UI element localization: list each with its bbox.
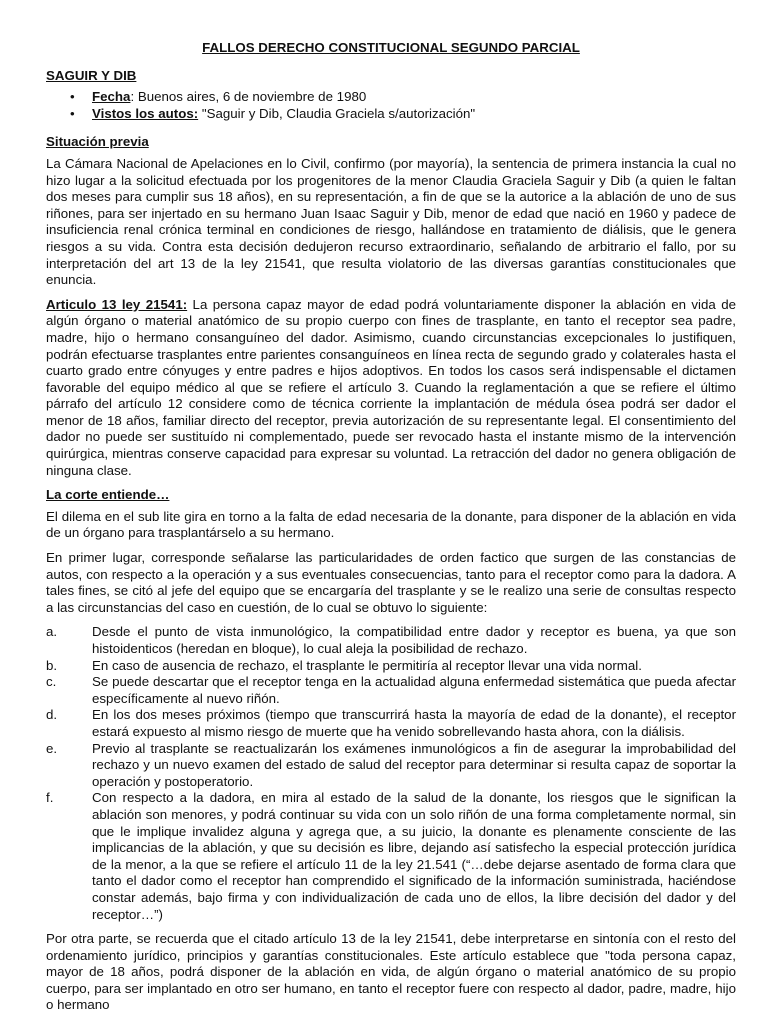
corte-paragraph-2: En primer lugar, corresponde señalarse las particularidades de orden factico que surgen de las constancias de autos, con respecto a la operación y a sus eventuales consecuencias, tanto para el receptor como para la dadora. A tales fines, se citó al jefe del equipo que se encargaría del trasplante y se le realizo una serie de consultas respecto a las circunstancias del caso en cuestión, de lo cual se obtuvo lo siguiente:: [46, 550, 736, 615]
list-item-text: Desde el punto de vista inmunológico, la compatibilidad entre dador y receptor es buena, ya que son histoidenticos (heredan en bloque), lo cual aleja la posibilidad de rechazo.: [92, 624, 736, 656]
list-item: [46, 674, 736, 707]
info-item-vistos: [70, 106, 736, 123]
list-item: [46, 741, 736, 791]
info-sep: :: [130, 89, 135, 105]
list-item-key: c.: [46, 674, 57, 690]
info-item-fecha: [70, 89, 736, 106]
list-item-key: f.: [46, 790, 54, 806]
case-title: SAGUIR Y DIB: [46, 67, 137, 83]
articulo-text: La persona capaz mayor de edad podrá voluntariamente disponer la ablación en vida de algún órgano o material anatómico de su propio cuerpo con fines de trasplante, en tanto el receptor sea padre, madre, hijo o hermano consanguíneo del dador. Asimismo, cuando circunstancias excepcionales lo justifiquen, podrán efectuarse trasplantes entre parientes consanguíneos en línea recta de segundo grado y colaterales hasta el cuarto grado entre cónyuges y entre padres e hijos adoptivos. En todos los casos será indispensable el dictamen favorable del equipo médico al que se refiere el artículo 3. Cuando la reglamentación a que se refiere el último párrafo del artículo 12 considere como de técnica corriente la implantación de médula ósea podrá ser dador el menor de 18 años, familiar directo del receptor, previa autorización de su representante legal. El consentimiento del dador no puede ser sustituído ni complementado, puede ser revocado hasta el instante mismo de la intervención quirúrgica, mientras conserve capacidad para expresar su voluntad. La retracción del dador no genera obligación de ninguna clase.: [46, 296, 736, 478]
list-item: [46, 790, 736, 923]
document-title: FALLOS DERECHO CONSTITUCIONAL SEGUNDO PARCIAL: [202, 40, 580, 55]
list-item-key: e.: [46, 740, 58, 756]
situacion-paragraph: La Cámara Nacional de Apelaciones en lo Civil, confirmo (por mayoría), la sentencia de primera instancia la cual no hizo lugar a la solicitud efectuada por los progenitores de la menor Claudia Graciela Saguir y Dib (a quien le faltan dos meses para cumplir sus 18 años), en su representación, a fin de que se la autorice a la ablación de uno de sus riñones, para ser injertado en su hermano Juan Isaac Saguir y Dib, menor de edad que nació en 1960 y padece de insuficiencia renal crónica terminal en condiciones de riesgo, hallándose en tratamiento de diálisis, que le genera riesgos a su vida. Contra esta decisión dedujeron recurso extraordinario, señalando de arbitrario el fallo, por su interpretación del art 13 de la ley 21541, que resulta violatorio de las diversas garantías constitucionales que enuncia.: [46, 155, 736, 288]
info-label: Vistos los autos:: [92, 105, 199, 121]
list-item-text: Con respecto a la dadora, en mira al estado de la salud de la donante, los riesgos que le significan la ablación son menores, y podrá continuar su vida con un solo riñón de una forma completamente normal, sin que le implique invalidez alguna y agrega que, a su juicio, la donante es plenamente consciente de las implicancias de la ablación, y que su decisión es libre, dejando así satisfecho la especial protección jurídica de la menor, a la que se refiere el artículo 11 de la ley 21.541 (“…debe dejarse asentado de forma clara que tanto el dador como el receptor han comprendido el significado de la información suministrada, haciéndose constar además, bajo firma y con individualización de cada uno de ellos, la libre decisión del dador y del receptor…”): [92, 790, 736, 922]
info-value: "Saguir y Dib, Claudia Graciela s/autorización": [198, 105, 476, 121]
list-item: [46, 624, 736, 657]
list-item-key: b.: [46, 657, 58, 673]
list-item: [46, 658, 736, 675]
list-item-key: a.: [46, 624, 58, 640]
list-item-text: En caso de ausencia de rechazo, el trasplante le permitiría al receptor llevar una vida normal.: [92, 657, 642, 673]
list-item-text: En los dos meses próximos (tiempo que transcurrirá hasta la mayoría de edad de la donante), el receptor estará expuesto al mismo riesgo de muerte que ha venido sobrellevando hasta ahora, con la diálisis.: [92, 707, 736, 739]
corte-paragraph-1: El dilema en el sub lite gira en torno a la falta de edad necesaria de la donante, para disponer de la ablación en vida de un órgano para trasplantárselo a su hermano.: [46, 508, 736, 541]
situacion-heading: Situación previa: [46, 134, 149, 150]
info-label: Fecha: [92, 89, 131, 105]
findings-list: [46, 624, 736, 923]
corte-heading: La corte entiende…: [46, 487, 170, 503]
info-value: Buenos aires, 6 de noviembre de 1980: [134, 89, 367, 105]
list-item: [46, 707, 736, 740]
articulo-label: Articulo 13 ley 21541:: [46, 296, 188, 312]
list-item-text: Se puede descartar que el receptor tenga en la actualidad alguna enfermedad sistemática que pueda afectar específicamente al nuevo riñón.: [92, 674, 736, 706]
list-item-key: d.: [46, 707, 58, 723]
list-item-text: Previo al trasplante se reactualizarán los exámenes inmunológicos a fin de asegurar la improbabilidad del rechazo y un nuevo examen del estado de salud del receptor para determinar si resulta capaz de soportar la operación y postoperatorio.: [92, 740, 736, 789]
case-info-list: [46, 89, 736, 122]
final-paragraph: Por otra parte, se recuerda que el citado artículo 13 de la ley 21541, debe interpretarse en sintonía con el resto del ordenamiento jurídico, principios y garantías constitucionales. Este artículo establece que "toda persona capaz, mayor de 18 años, podrá disponer de la ablación en vida, de algún órgano o material anatómico de su propio cuerpo, para ser implantado en otro ser humano, en tanto el receptor fuere con respecto al dador, padre, madre, hijo o hermano: [46, 931, 736, 1013]
articulo-paragraph: [46, 297, 736, 480]
